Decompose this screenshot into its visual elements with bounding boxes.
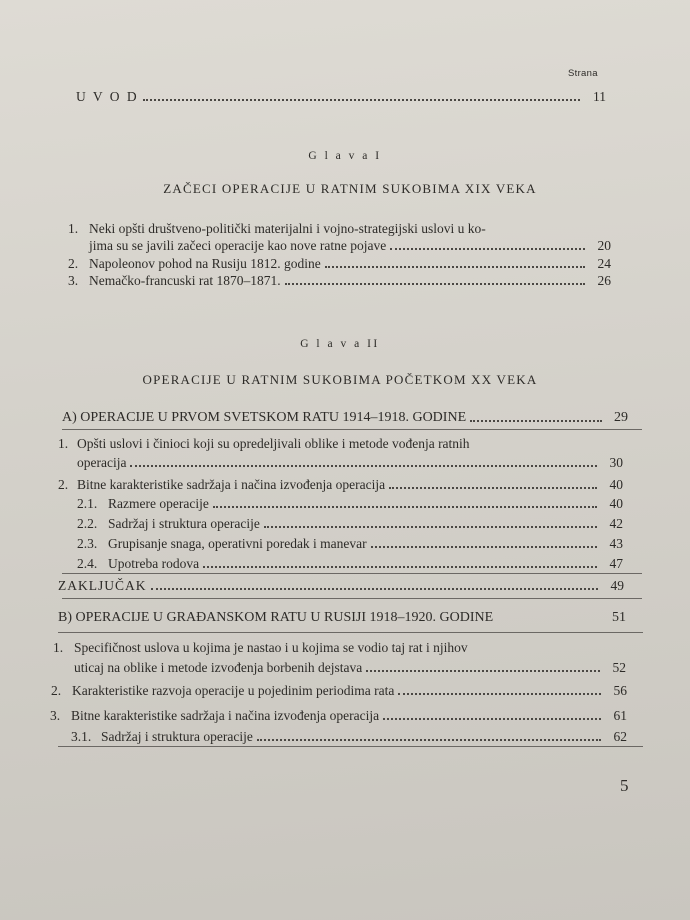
dot-leader <box>130 465 597 467</box>
zakljucak-divider <box>62 598 642 599</box>
dot-leader <box>366 670 600 672</box>
toc-a-item-1[interactable] <box>77 455 623 471</box>
toc-zakljucak[interactable] <box>58 578 624 594</box>
a-item-2-label: Bitne karakteristike sadržaja i načina izvođenja operacija <box>77 477 386 492</box>
a-sub-3-label: Grupisanje snaga, operativni poredak i manevar <box>108 536 367 551</box>
section-a-divider <box>62 429 642 430</box>
ch1-item-2-page: 24 <box>597 256 611 271</box>
a-sub-2-num: 2.2. <box>77 516 98 531</box>
b-sub-1-num: 3.1. <box>71 729 92 744</box>
toc-uvod[interactable] <box>76 89 606 105</box>
toc-a-sub-1[interactable] <box>108 496 623 512</box>
dot-leader <box>389 487 597 489</box>
zakljucak-page: 49 <box>610 578 624 593</box>
a-sub-4-label: Upotreba rodova <box>108 556 200 571</box>
a-sub-2-label: Sadržaj i struktura operacije <box>108 516 260 531</box>
chapter-1-label: G l a v a I <box>308 150 382 162</box>
toc-a-sub-2[interactable] <box>108 516 623 532</box>
dot-leader <box>371 546 597 548</box>
a-sub-3-num: 2.3. <box>77 536 98 551</box>
chapter-2-label: G l a v a II <box>300 338 380 350</box>
a-item-2-page: 40 <box>609 477 623 492</box>
uvod-label: U V O D <box>76 89 139 104</box>
a-item-1-line2: operacija <box>77 455 127 470</box>
toc-section-b[interactable] <box>58 610 626 626</box>
section-b-bottom-divider <box>58 746 643 747</box>
b-item-2-num: 2. <box>51 683 62 698</box>
toc-b-item-1[interactable] <box>74 660 626 676</box>
b-item-1-page: 52 <box>612 660 626 675</box>
ch1-item-1-num: 1. <box>68 221 79 236</box>
section-a-bottom-divider <box>62 573 642 574</box>
b-item-1-line1[interactable]: Specifičnost uslova u kojima je nastao i u kojima se vodio taj rat i njihov <box>74 640 468 655</box>
section-a-page: 29 <box>614 410 628 425</box>
dot-leader <box>213 506 597 508</box>
ch1-item-2-num: 2. <box>68 256 79 271</box>
chapter-2-title: OPERACIJE U RATNIM SUKOBIMA POČETKOM XX VEKA <box>142 372 538 387</box>
toc-a-sub-3[interactable] <box>108 536 623 552</box>
dot-leader <box>398 693 601 695</box>
b-item-3-page: 61 <box>613 708 627 723</box>
a-item-1-num: 1. <box>58 436 69 451</box>
toc-b-item-2[interactable] <box>72 683 627 699</box>
strana-label: Strana <box>568 68 598 79</box>
b-item-1-num: 1. <box>53 640 64 655</box>
page-number: 5 <box>620 776 629 795</box>
a-sub-4-num: 2.4. <box>77 556 98 571</box>
dot-leader <box>390 248 585 250</box>
b-item-3-num: 3. <box>50 708 61 723</box>
section-b-page: 51 <box>612 610 626 625</box>
toc-a-item-2[interactable] <box>77 477 623 493</box>
a-item-1-line1[interactable]: Opšti uslovi i činioci koji su opredeljivali oblike i metode vođenja ratnih <box>77 436 470 451</box>
toc-b-item-3[interactable] <box>71 708 627 724</box>
toc-a-sub-4[interactable] <box>108 556 623 572</box>
a-sub-2-page: 42 <box>609 516 623 531</box>
zakljucak-label: ZAKLJUČAK <box>58 578 147 593</box>
dot-leader <box>285 283 585 285</box>
toc-ch1-item-3[interactable] <box>89 273 611 289</box>
dot-leader <box>325 266 585 268</box>
b-item-2-label: Karakteristike razvoja operacije u pojedinim periodima rata <box>72 683 395 698</box>
b-sub-1-page: 62 <box>613 729 627 744</box>
section-a-label: A) OPERACIJE U PRVOM SVETSKOM RATU 1914–1918. GODINE <box>62 410 467 425</box>
dot-leader <box>203 566 597 568</box>
ch1-item-2-label: Napoleonov pohod na Rusiju 1812. godine <box>89 256 321 271</box>
dot-leader <box>257 739 601 741</box>
section-b-label: B) OPERACIJE U GRAĐANSKOM RATU U RUSIJI 1918–1920. GODINE <box>58 610 494 625</box>
toc-ch1-item-2[interactable] <box>89 256 611 272</box>
a-sub-1-page: 40 <box>609 496 623 511</box>
ch1-item-1-page: 20 <box>597 238 611 253</box>
toc-ch1-item-1[interactable] <box>89 238 611 254</box>
dot-leader <box>151 588 599 590</box>
toc-section-a[interactable] <box>62 410 628 426</box>
ch1-item-1-line2: jima su se javili začeci operacije kao nove ratne pojave <box>89 238 387 253</box>
ch1-item-3-page: 26 <box>597 273 611 288</box>
ch1-item-1-line1[interactable]: Neki opšti društveno-politički materijalni i vojno-strategijski uslovi u ko- <box>89 221 486 236</box>
a-item-2-num: 2. <box>58 477 69 492</box>
b-item-2-page: 56 <box>613 683 627 698</box>
b-sub-1-label: Sadržaj i struktura operacije <box>101 729 253 744</box>
ch1-item-3-label: Nemačko-francuski rat 1870–1871. <box>89 273 281 288</box>
a-sub-4-page: 47 <box>609 556 623 571</box>
a-sub-3-page: 43 <box>609 536 623 551</box>
dot-leader <box>143 99 580 101</box>
chapter-1-title: ZAČECI OPERACIJE U RATNIM SUKOBIMA XIX VEKA <box>163 181 537 196</box>
a-sub-1-label: Razmere operacije <box>108 496 209 511</box>
a-sub-1-num: 2.1. <box>77 496 98 511</box>
section-b-divider <box>58 632 643 633</box>
b-item-1-line2: uticaj na oblike i metode izvođenja borbenih dejstava <box>74 660 363 675</box>
b-item-3-label: Bitne karakteristike sadržaja i načina izvođenja operacija <box>71 708 380 723</box>
uvod-page: 11 <box>593 89 606 104</box>
a-item-1-page: 30 <box>609 455 623 470</box>
dot-leader <box>264 526 597 528</box>
ch1-item-3-num: 3. <box>68 273 79 288</box>
dot-leader <box>470 420 602 422</box>
toc-b-sub-1[interactable] <box>101 729 627 745</box>
dot-leader <box>383 718 601 720</box>
